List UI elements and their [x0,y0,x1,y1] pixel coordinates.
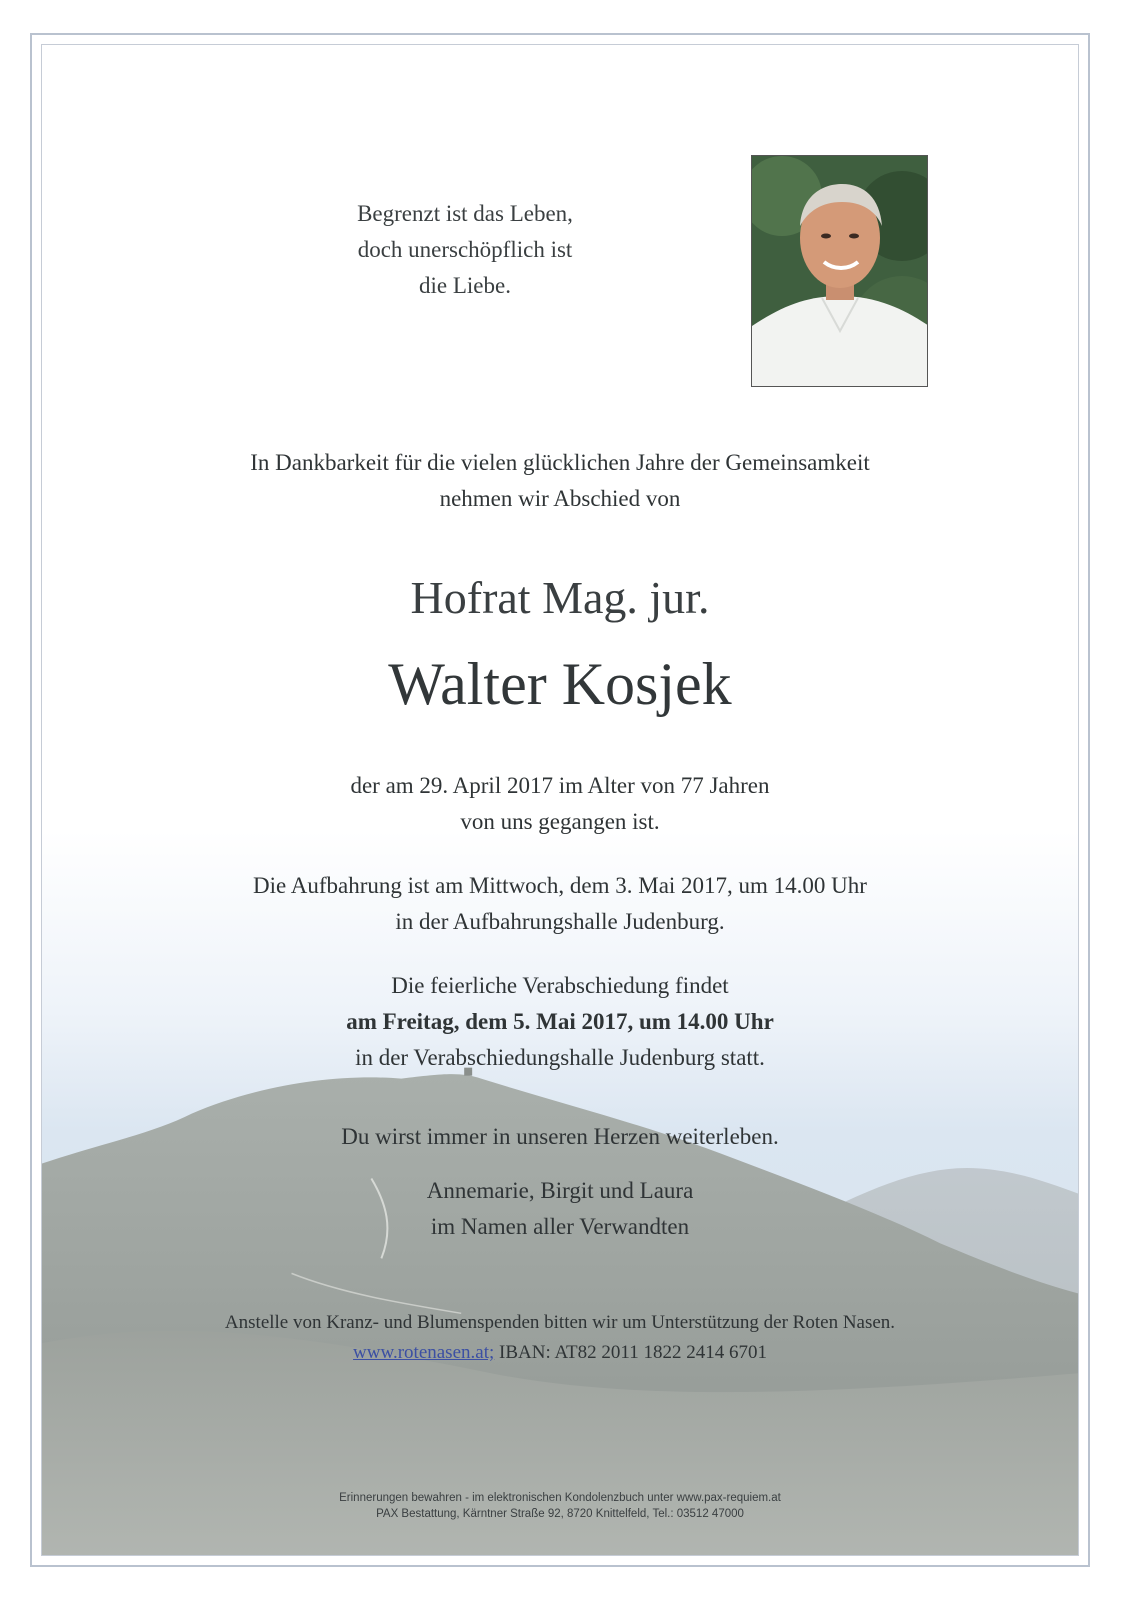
footer-line-2: PAX Bestattung, Kärntner Straße 92, 8720 Knittelfeld, Tel.: 03512 47000 [376,1508,744,1520]
viewing-line-2: in der Aufbahrungshalle Judenburg. [395,909,725,934]
death-notice [41,768,1079,840]
signers [41,1173,1079,1245]
deceased-title: Hofrat Mag. jur. [410,572,710,623]
motto-verse [260,196,670,304]
donation-notice [41,1308,1079,1368]
signers-line-1: Annemarie, Birgit und Laura [426,1178,694,1203]
death-line-1: der am 29. April 2017 im Alter von 77 Jahren [350,773,770,798]
farewell-line-3: in der Verabschiedungshalle Judenburg statt. [355,1045,765,1070]
signers-line-2: im Namen aller Verwandten [430,1214,690,1239]
thanks-line-1: In Dankbarkeit für die vielen glücklichen Jahre der Gemeinsamkeit [250,450,870,475]
farewell-line-1: Die feierliche Verabschiedung findet [391,973,729,998]
donation-iban: IBAN: AT82 2011 1822 2414 6701 [494,1342,767,1363]
footer [41,1490,1079,1522]
farewell-notice [41,968,1079,1076]
donation-text: Anstelle von Kranz- und Blumenspenden bitten wir um Unterstützung der Roten Nasen. [224,1312,896,1333]
donation-details [41,1338,1079,1368]
motto-line-1: Begrenzt ist das Leben, [357,201,573,226]
thanks-line-2: nehmen wir Abschied von [439,486,681,511]
motto-line-3: die Liebe. [419,273,511,298]
footer-line-1: Erinnerungen bewahren - im elektronischen Kondolenzbuch unter www.pax-requiem.at [339,1492,781,1504]
farewell-date: am Freitag, dem 5. Mai 2017, um 14.00 Uhr [346,1009,774,1034]
viewing-line-1: Die Aufbahrung ist am Mittwoch, dem 3. Mai 2017, um 14.00 Uhr [253,873,867,898]
closing-sentence: Du wirst immer in unseren Herzen weiterleben. [341,1124,779,1149]
donation-link[interactable]: www.rotenasen.at; [353,1342,495,1363]
deceased-name: Walter Kosjek [388,651,732,717]
motto-line-2: doch unerschöpflich ist [357,237,573,262]
death-line-2: von uns gegangen ist. [460,809,660,834]
viewing-notice [41,868,1079,940]
portrait-photo [751,155,928,387]
thanks-text [41,445,1079,517]
